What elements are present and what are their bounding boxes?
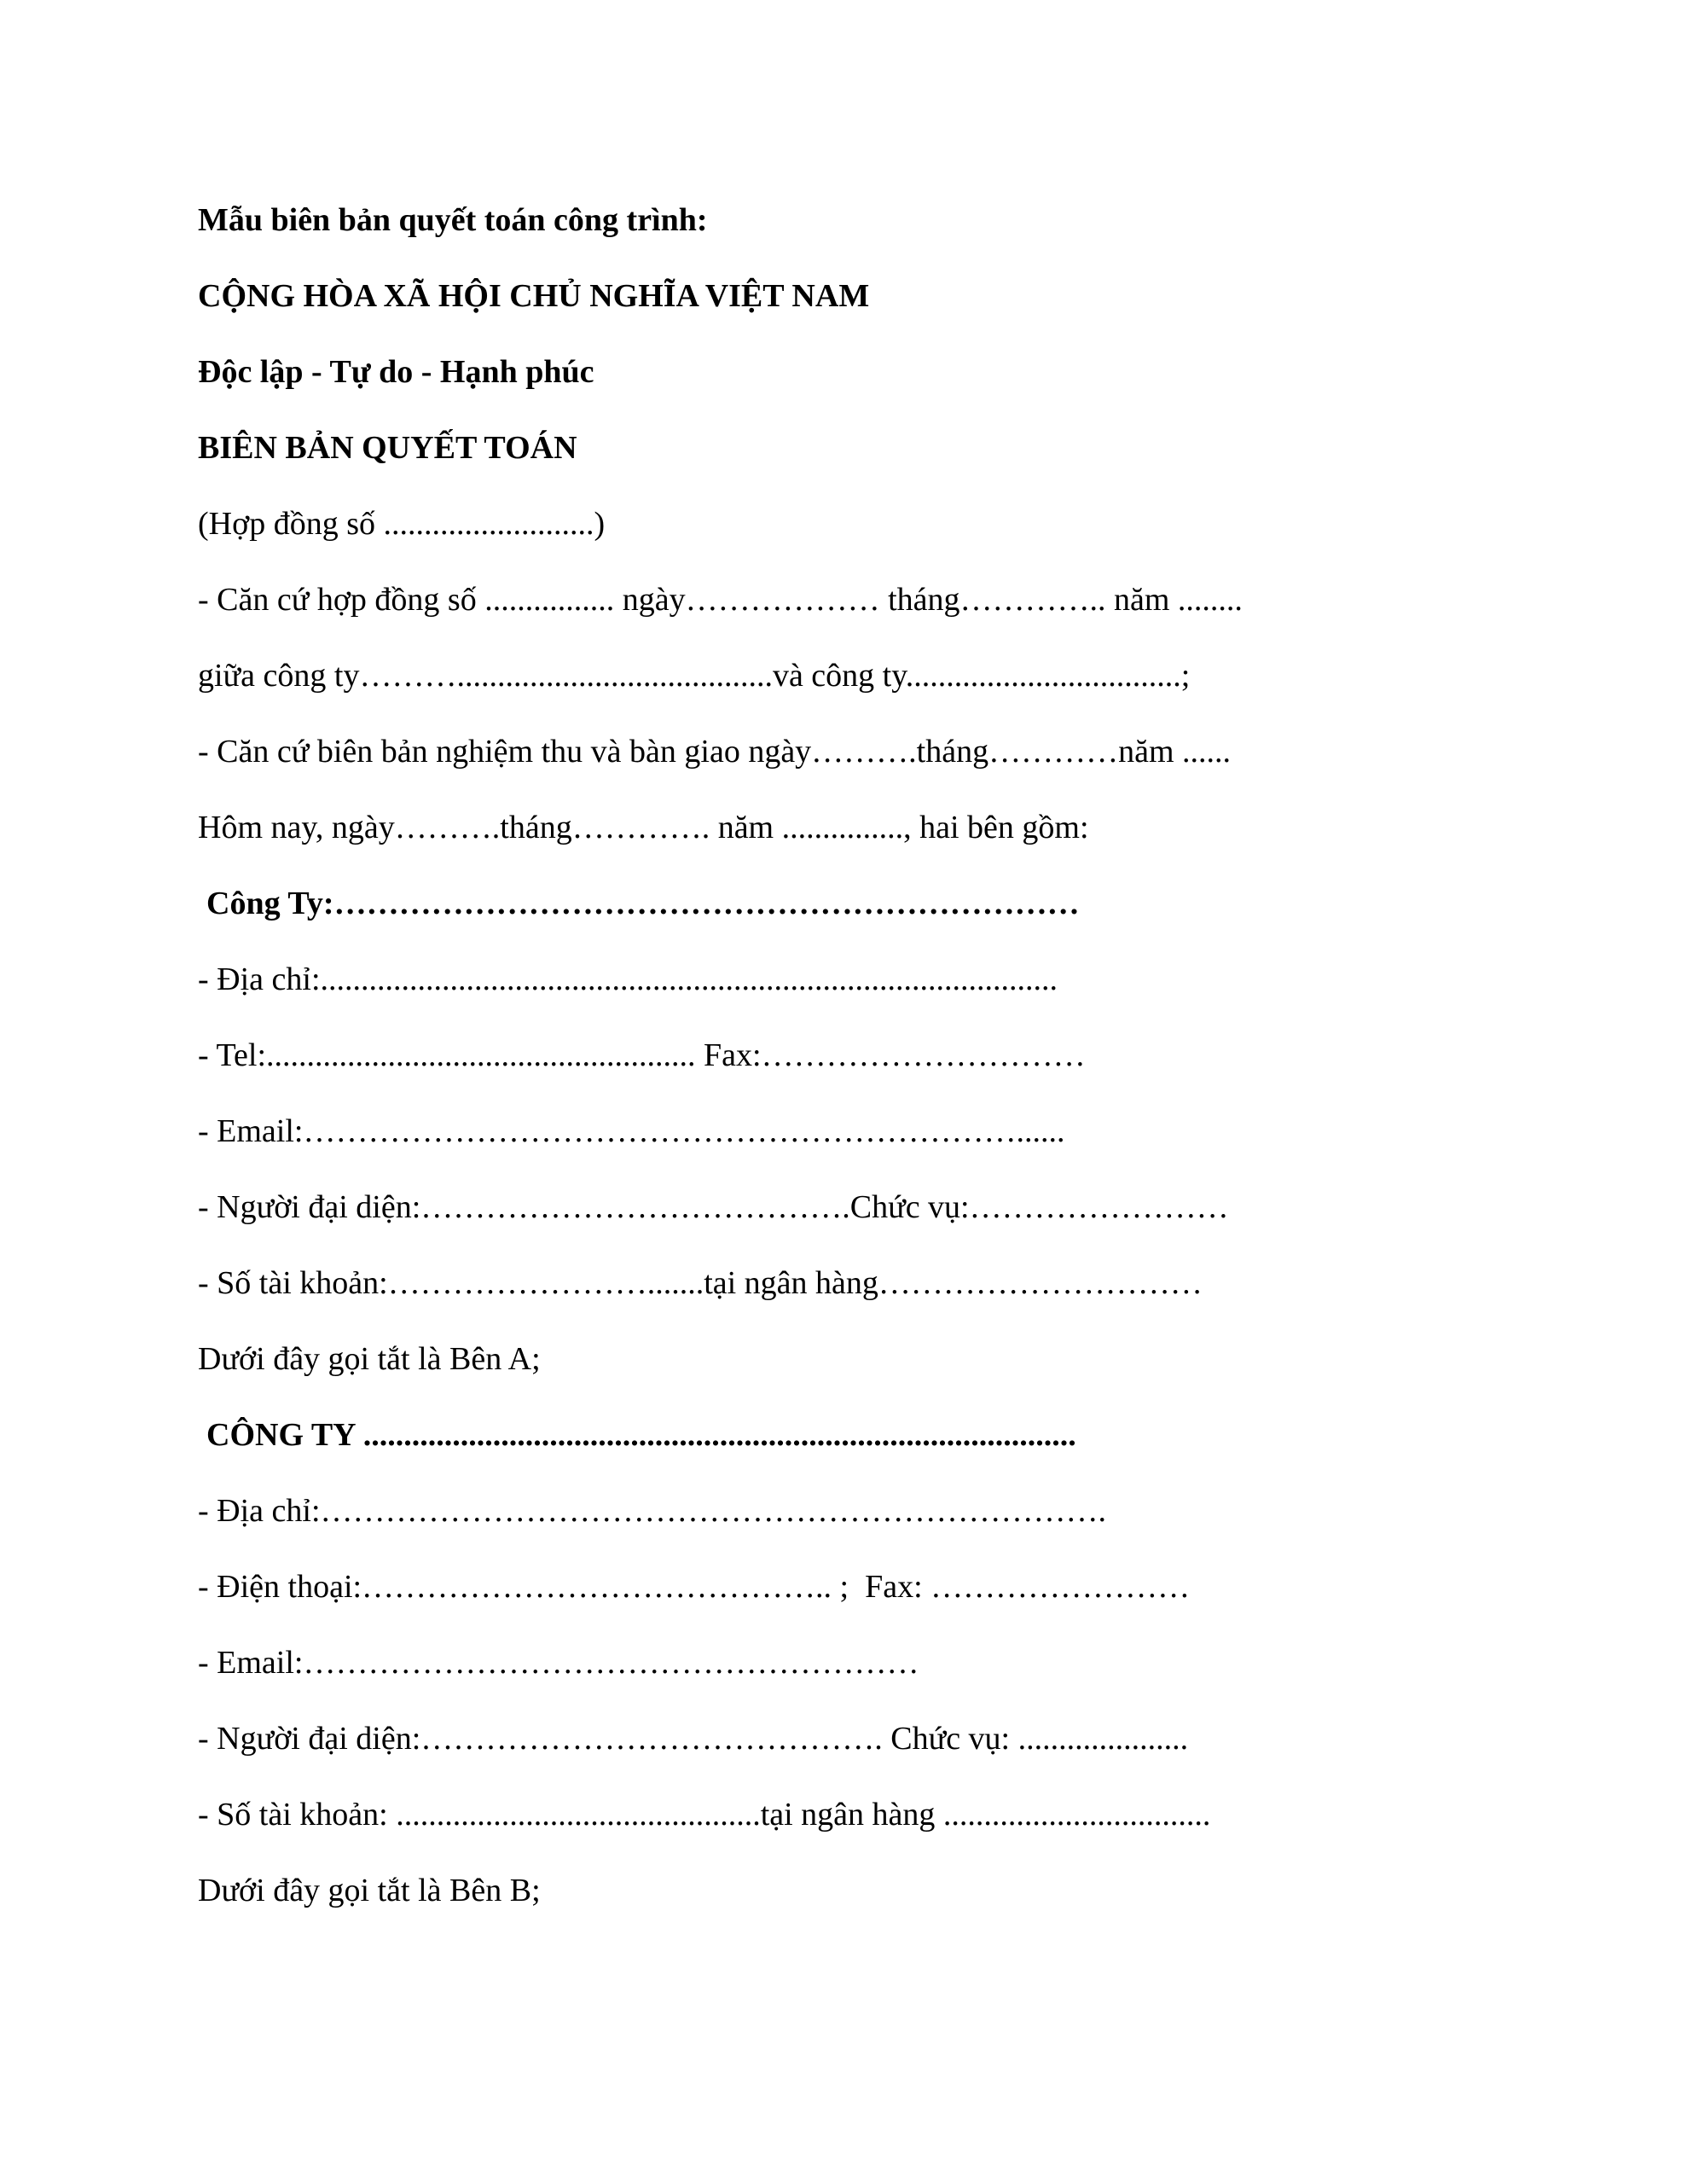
party-b-address: - Địa chỉ:………………………………………………………………. bbox=[198, 1493, 1107, 1529]
party-a-tel-fax: - Tel:..................................................... Fax:………………………… bbox=[198, 1037, 1086, 1073]
party-a-company: Công Ty:…………………………………………………………… bbox=[206, 886, 1080, 921]
basis-contract: - Căn cứ hợp đồng số ................ ngày……………… tháng………….. năm ........ bbox=[198, 582, 1243, 618]
between-companies: giữa công ty……….......................................và công ty..................................; bbox=[198, 658, 1191, 694]
party-a-address: - Địa chỉ:........................................................................................... bbox=[198, 961, 1058, 997]
document-heading: Mẫu biên bản quyết toán công trình: bbox=[198, 202, 708, 238]
party-b-representative: - Người đại diện:……………………………………. Chức vụ: ..................... bbox=[198, 1721, 1189, 1757]
basis-acceptance: - Căn cứ biên bản nghiệm thu và bàn giao ngày……….tháng…………năm ...... bbox=[198, 734, 1232, 770]
party-b-account: - Số tài khoản: .............................................tại ngân hàng ................................. bbox=[198, 1797, 1211, 1833]
party-a-email: - Email:…………………………………………………………...... bbox=[198, 1113, 1065, 1149]
contract-reference: (Hợp đồng số ..........................) bbox=[198, 506, 606, 542]
party-b-closing: Dưới đây gọi tắt là Bên B; bbox=[198, 1873, 541, 1908]
national-motto: Độc lập - Tự do - Hạnh phúc bbox=[198, 354, 594, 390]
party-b-company: CÔNG TY ........................................................................................ bbox=[206, 1417, 1076, 1453]
document-title: BIÊN BẢN QUYẾT TOÁN bbox=[198, 430, 577, 466]
nation-name: CỘNG HÒA XÃ HỘI CHỦ NGHĨA VIỆT NAM bbox=[198, 278, 870, 314]
party-a-representative: - Người đại diện:………………………………….Chức vụ:…………………… bbox=[198, 1189, 1229, 1225]
party-b-email: - Email:………………………………………………… bbox=[198, 1645, 919, 1681]
party-a-closing: Dưới đây gọi tắt là Bên A; bbox=[198, 1341, 541, 1377]
party-a-account: - Số tài khoản:…………………….......tại ngân hàng………………………… bbox=[198, 1265, 1203, 1301]
today-date: Hôm nay, ngày……….tháng…………. năm ..............., hai bên gồm: bbox=[198, 810, 1089, 845]
party-b-phone-fax: - Điện thoại:…………………………………….. ; Fax: …………………… bbox=[198, 1569, 1191, 1605]
